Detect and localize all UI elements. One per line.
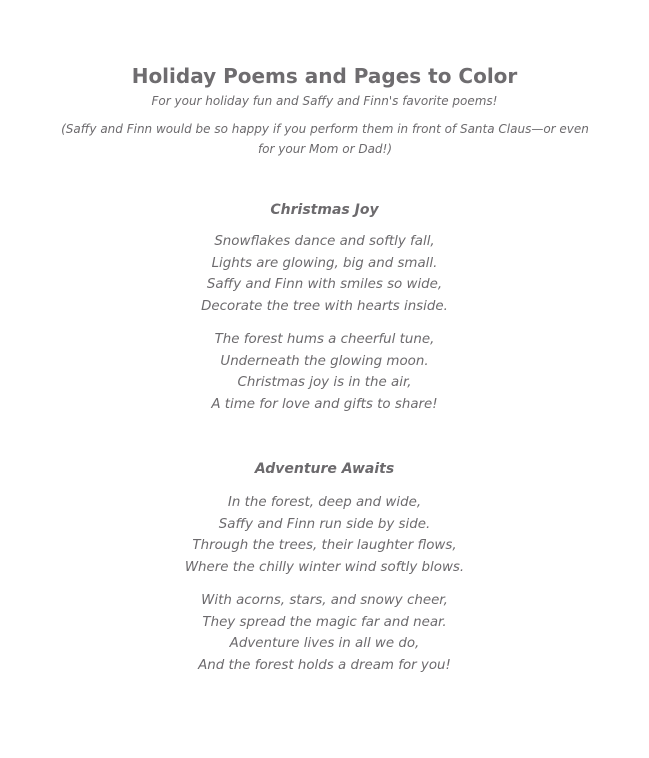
poem-title-christmas-joy: Christmas Joy xyxy=(270,202,379,218)
poem-line: Saffy and Finn with smiles so wide, xyxy=(206,277,443,292)
page-subtitle: For your holiday fun and Saffy and Finn's favorite poems! xyxy=(151,94,498,108)
poem-line: Where the chilly winter wind softly blows. xyxy=(184,559,465,575)
poem-line: And the forest holds a dream for you! xyxy=(198,657,451,673)
poem-stanza xyxy=(0,231,649,317)
poem-line: Underneath the glowing moon. xyxy=(220,353,429,369)
poem-line: Through the trees, their laughter flows, xyxy=(192,538,457,553)
poem-line: A time for love and gifts to share! xyxy=(211,396,438,412)
poem-line: Saffy and Finn run side by side. xyxy=(218,516,431,532)
poem-title-adventure-awaits: Adventure Awaits xyxy=(254,461,395,477)
performance-note: (Saffy and Finn would be so happy if you perform them in front of Santa Claus—or even for your Mom or Dad!) xyxy=(61,122,589,156)
poem-line: With acorns, stars, and snowy cheer, xyxy=(201,593,448,608)
poem-line: The forest hums a cheerful tune, xyxy=(214,332,435,347)
page-title: Holiday Poems and Pages to Color xyxy=(131,64,518,88)
poem-line: Christmas joy is in the air, xyxy=(237,375,412,390)
poem-line: Lights are glowing, big and small. xyxy=(211,255,438,271)
poem-stanza xyxy=(0,492,649,578)
poem-line: In the forest, deep and wide, xyxy=(227,495,422,510)
poem-line: Snowflakes dance and softly fall, xyxy=(214,234,435,249)
poem-line: Decorate the tree with hearts inside. xyxy=(201,298,448,314)
poem-stanza xyxy=(0,590,649,676)
poem-stanza xyxy=(0,329,649,415)
poem-line: Adventure lives in all we do, xyxy=(229,636,420,651)
poem-line: They spread the magic far and near. xyxy=(202,614,447,630)
